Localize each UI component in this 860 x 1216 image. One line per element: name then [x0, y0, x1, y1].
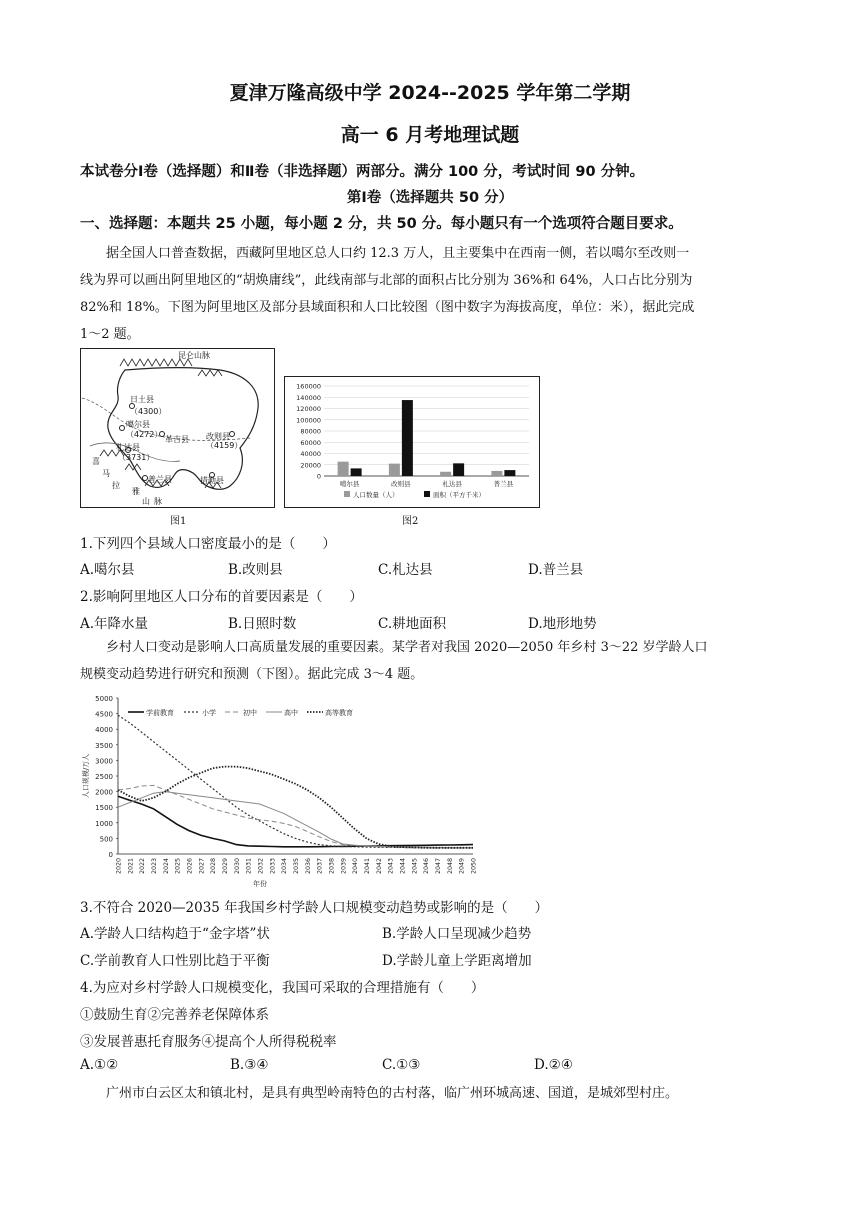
pulan-dot — [143, 476, 148, 481]
bar-ytick-label: 160000 — [296, 382, 321, 391]
map-label-gaize-alt: （4159） — [206, 441, 243, 450]
q4-item2: ③发展普惠托育服务④提高个人所得税税率 — [80, 1034, 337, 1050]
line-xtick-label: 2034 — [281, 858, 289, 875]
line-series-4 — [118, 767, 473, 848]
passage2-line2: 规模变动趋势进行研究和预测（下图）。据此完成 3～4 题。 — [80, 667, 424, 682]
line-ylabel: 人口规模/万人 — [82, 753, 90, 799]
line-xtick-label: 2021 — [127, 858, 135, 875]
bar-ytick-label: 80000 — [300, 427, 321, 436]
bar-chart-svg — [284, 376, 540, 508]
line-ytick-label: 500 — [99, 835, 113, 844]
line-ytick-label: 3000 — [95, 757, 113, 766]
q4-option-c[interactable]: C.①③ — [382, 1057, 421, 1073]
q4-option-b[interactable]: B.③④ — [230, 1057, 269, 1073]
q4-item1: ①鼓励生育②完善养老保障体系 — [80, 1007, 269, 1023]
line-xtick-label: 2044 — [399, 858, 407, 875]
map-label-geji: 革吉县 — [165, 435, 189, 444]
line-xlabel: 年份 — [253, 880, 267, 888]
q4-option-d[interactable]: D.②④ — [534, 1057, 573, 1073]
passage1-line3: 82%和 18%。下图为阿里地区及部分县域面积和人口比较图（图中数字为海拔高度，单位：米），据此完成 — [80, 300, 695, 315]
line-xtick-label: 2039 — [340, 858, 348, 875]
bar-ytick-label: 20000 — [300, 461, 321, 470]
ali-map-svg — [80, 348, 275, 508]
line-ytick-label: 0 — [108, 851, 113, 859]
line-xtick-label: 2050 — [470, 858, 478, 875]
bar-ytick-label: 60000 — [300, 438, 321, 447]
line-ytick-label: 4000 — [95, 726, 113, 735]
map-label-zhada: 札达县 — [116, 443, 140, 452]
bar-category-label: 改则县 — [391, 480, 411, 488]
line-xtick-label: 2042 — [375, 858, 383, 875]
line-legend-label: 小学 — [202, 709, 216, 717]
figure2-caption: 图2 — [402, 516, 419, 527]
line-xtick-label: 2049 — [458, 858, 466, 875]
line-ytick-label: 1500 — [95, 804, 113, 813]
line-xtick-label: 2035 — [293, 858, 300, 875]
line-xtick-label: 2030 — [233, 858, 241, 875]
map-label-gaer-alt: （4272） — [126, 430, 163, 439]
q2-option-b[interactable]: B.日照时数 — [228, 616, 297, 632]
map-label-ritu: 日土县 — [130, 395, 154, 404]
map-label-gaize: 改则县 — [206, 432, 230, 441]
bar-ytick-label: 0 — [316, 472, 321, 481]
line-chart-svg — [78, 690, 478, 890]
exam-title-line1: 夏津万隆高级中学 2024--2025 学年第二学期 — [229, 82, 631, 104]
line-xtick-label: 2048 — [446, 858, 454, 875]
line-ytick-label: 3500 — [95, 741, 113, 750]
q2-option-d[interactable]: D.地形地势 — [528, 616, 597, 632]
bar-legend-swatch — [344, 491, 350, 497]
map-label-la: 拉 — [112, 481, 120, 490]
map-label-ritu-alt: （4300） — [130, 407, 167, 416]
line-xtick-label: 2028 — [210, 858, 218, 875]
ali-map-figure — [80, 348, 275, 508]
q3-option-a[interactable]: A.学龄人口结构趋于“金字塔”状 — [80, 926, 270, 942]
line-legend-label: 初中 — [243, 709, 257, 717]
map-label-zhada-alt: （3731） — [118, 453, 155, 462]
bar-ytick-label: 100000 — [296, 416, 321, 425]
bar-legend-swatch — [424, 491, 430, 497]
q2-stem: 2.影响阿里地区人口分布的首要因素是（ ） — [80, 589, 363, 605]
line-xtick-label: 2047 — [435, 858, 442, 875]
bar-ytick-label: 140000 — [296, 393, 321, 402]
passage1-line1: 据全国人口普查数据，西藏阿里地区总人口约 12.3 万人，且主要集中在西南一侧，若以噶尔至改则一 — [106, 246, 690, 261]
map-label-kunlun: 昆仑山脉 — [178, 351, 210, 360]
bar-population — [338, 462, 349, 476]
line-xtick-label: 2032 — [257, 858, 265, 875]
bar-area — [402, 400, 413, 476]
map-label-mai: 脉 — [154, 497, 162, 506]
line-xtick-label: 2020 — [115, 858, 123, 875]
line-xtick-label: 2037 — [316, 858, 324, 875]
section1-heading: 一、选择题：本题共 25 小题，每小题 2 分，共 50 分。每小题只有一个选项符合题目要求。 — [80, 216, 683, 232]
q1-option-d[interactable]: D.普兰县 — [528, 562, 584, 578]
line-xtick-label: 2031 — [245, 858, 253, 875]
bar-category-label: 噶尔县 — [339, 480, 360, 488]
passage1-line4: 1～2 题。 — [80, 327, 140, 342]
line-chart-figure — [78, 690, 478, 890]
q4-stem: 4.为应对乡村学龄人口规模变化，我国可采取的合理措施有（ ） — [80, 980, 485, 996]
line-xtick-label: 2043 — [387, 858, 395, 875]
bar-ytick-label: 40000 — [300, 450, 321, 458]
bar-legend-label: 面积（平方千米） — [433, 491, 485, 499]
exam-intro: 本试卷分Ⅰ卷（选择题）和Ⅱ卷（非选择题）两部分。满分 100 分，考试时间 90 分钟。 — [80, 164, 645, 180]
passage3-line1: 广州市白云区太和镇北村，是具有典型岭南特色的古村落，临广州环城高速、国道，是城郊型村庄。 — [106, 1086, 679, 1101]
exam-title-line2: 高一 6 月考地理试题 — [340, 124, 520, 146]
map-label-ma: 马 — [102, 469, 110, 478]
map-label-gaer: 噶尔县 — [126, 420, 150, 429]
line-xtick-label: 2045 — [411, 858, 419, 875]
bar-legend-label: 人口数量（人） — [353, 491, 399, 499]
bar-area — [453, 463, 464, 476]
q1-option-b[interactable]: B.改则县 — [228, 562, 283, 578]
line-ytick-label: 2000 — [95, 788, 113, 797]
q3-option-d[interactable]: D.学龄儿童上学距离增加 — [382, 953, 532, 969]
bar-population — [440, 472, 451, 476]
line-xtick-label: 2023 — [151, 858, 158, 875]
passage2-line1: 乡村人口变动是影响人口高质量发展的重要因素。某学者对我国 2020—2050 年乡村 3～22 岁学龄人口 — [106, 640, 708, 655]
q3-option-b[interactable]: B.学龄人口呈现减少趋势 — [382, 926, 532, 942]
q4-option-a[interactable]: A.①② — [80, 1057, 119, 1073]
line-xtick-label: 2025 — [174, 858, 182, 875]
line-ytick-label: 1000 — [95, 819, 113, 828]
line-xtick-label: 2046 — [423, 858, 431, 875]
bar-chart-figure — [284, 376, 540, 508]
bar-population — [491, 471, 502, 476]
line-xtick-label: 2041 — [364, 858, 371, 875]
line-xtick-label: 2027 — [198, 858, 206, 875]
line-xtick-label: 2033 — [269, 858, 277, 875]
map-label-shan: 山 — [142, 497, 150, 506]
bar-category-label: 普兰县 — [493, 480, 514, 488]
line-xtick-label: 2022 — [139, 858, 147, 875]
q1-option-a[interactable]: A.噶尔县 — [80, 562, 135, 578]
bar-population — [389, 464, 400, 476]
line-series-0 — [118, 796, 473, 847]
gaer-dot — [120, 426, 125, 431]
line-xtick-label: 2029 — [222, 858, 229, 875]
map-label-pulan: 普兰县 — [148, 475, 172, 484]
bar-area — [504, 470, 515, 476]
q2-option-a[interactable]: A.年降水量 — [80, 616, 149, 632]
line-ytick-label: 5000 — [95, 695, 113, 703]
line-xtick-label: 2026 — [186, 858, 194, 875]
part1-heading: 第Ⅰ卷（选择题共 50 分） — [346, 190, 514, 206]
map-label-xi: 喜 — [92, 457, 100, 466]
figure1-caption: 图1 — [170, 516, 187, 527]
line-xtick-label: 2040 — [352, 858, 360, 875]
q3-option-c[interactable]: C.学前教育人口性别比趋于平衡 — [80, 953, 270, 969]
line-legend-label: 高中 — [284, 709, 298, 717]
line-ytick-label: 2500 — [95, 773, 113, 781]
line-legend-label: 学前教育 — [146, 709, 174, 717]
bar-category-label: 札达县 — [442, 480, 462, 488]
bar-area — [351, 468, 362, 476]
q2-option-c[interactable]: C.耕地面积 — [378, 616, 447, 632]
line-xtick-label: 2024 — [162, 858, 170, 875]
line-xtick-label: 2036 — [304, 858, 312, 875]
line-legend-label: 高等教育 — [325, 709, 353, 717]
q3-stem: 3.不符合 2020—2035 年我国乡村学龄人口规模变动趋势或影响的是（ ） — [80, 900, 549, 916]
map-label-ya: 雅 — [132, 487, 140, 496]
line-ytick-label: 4500 — [95, 710, 113, 719]
bar-ytick-label: 120000 — [296, 405, 321, 413]
passage1-line2: 线为界可以画出阿里地区的“胡焕庸线”，此线南部与北部的面积占比分别为 36%和 64%，人口占比分别为 — [80, 273, 693, 288]
line-xtick-label: 2038 — [328, 858, 336, 875]
q1-option-c[interactable]: C.札达县 — [378, 562, 433, 578]
q1-stem: 1.下列四个县域人口密度最小的是（ ） — [80, 536, 336, 552]
map-label-cuoqin: 措勤县 — [200, 476, 224, 485]
gaize-dot — [230, 432, 235, 437]
line-series-1 — [118, 715, 473, 848]
